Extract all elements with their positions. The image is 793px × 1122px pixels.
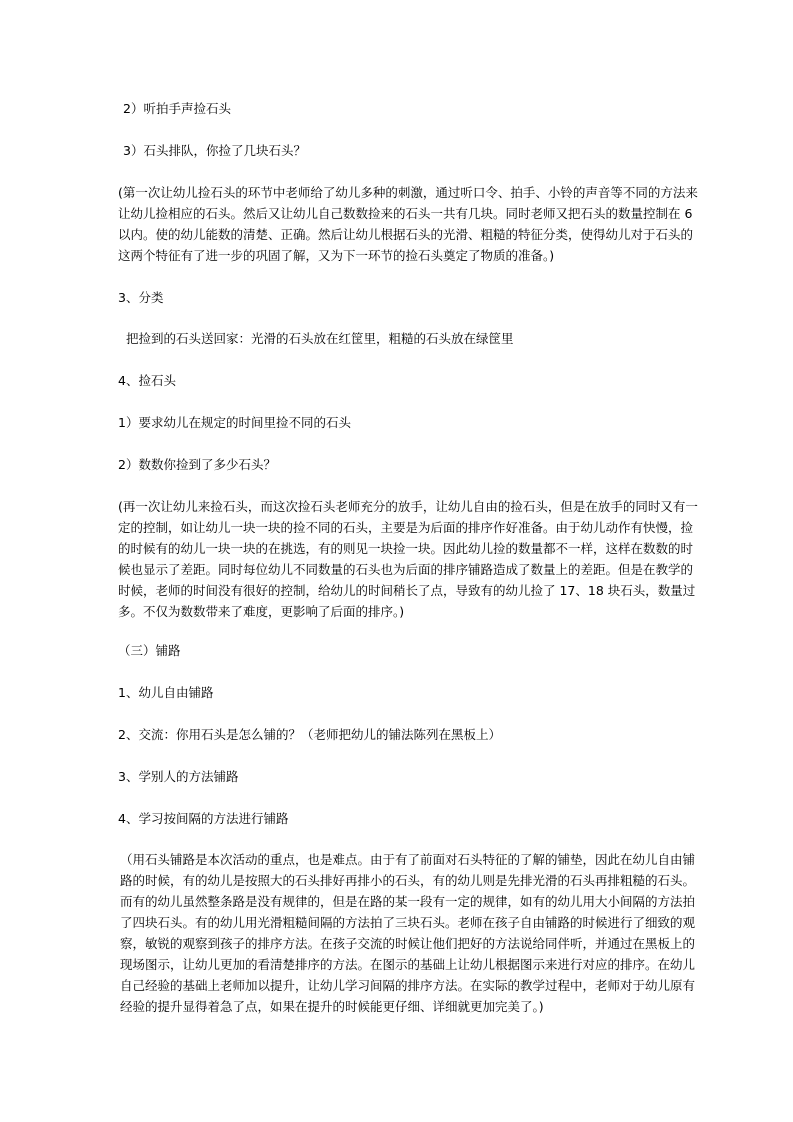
note-line: 察，敏锐的观察到孩子的排序方法。在孩子交流的时候让他们把好的方法说给同伴听，并通过在黑板上的 xyxy=(120,936,696,951)
section-heading-classify: 3、分类 xyxy=(118,290,164,305)
note-line: 候也显示了差距。同时每位幼儿不同数量的石头也为后面的排序铺路造成了数量上的差距。但是在教学的 xyxy=(118,562,694,577)
section-heading-pick-stones: 4、捡石头 xyxy=(118,373,176,388)
list-item-stones-queue: 3）石头排队，你捡了几块石头？ xyxy=(123,143,306,158)
note-line: 现场图示，让幼儿更加的看清楚排序的方法。在图示的基础上让幼儿根据图示来进行对应的排序。在幼儿 xyxy=(120,957,696,972)
note-line: 了四块石头。有的幼儿用光滑粗糙间隔的方法拍了三块石头。老师在孩子自由铺路的时候进行了细致的观 xyxy=(120,915,696,930)
list-item-exchange: 2、交流：你用石头是怎么铺的？（老师把幼儿的铺法陈列在黑板上） xyxy=(118,727,501,742)
note-line: 以内。使的幼儿能数的清楚、正确。然后让幼儿根据石头的光滑、粗糙的特征分类，使得幼儿对于石头的 xyxy=(118,227,694,242)
list-item-learn-others: 3、学别人的方法铺路 xyxy=(118,769,239,784)
list-item-interval-paving: 4、学习按间隔的方法进行铺路 xyxy=(118,811,289,826)
classify-instruction: 把捡到的石头送回家：光滑的石头放在红筐里，粗糙的石头放在绿筐里 xyxy=(126,331,514,346)
list-item-listen-clap: 2）听拍手声捡石头 xyxy=(123,101,231,116)
note-line: 的时候有的幼儿一块一块的在挑选，有的则见一块捡一块。因此幼儿捡的数量都不一样，这样在数数的时 xyxy=(118,541,694,556)
note-line: 这两个特征有了进一步的巩固了解，又为下一环节的捡石头奠定了物质的准备。) xyxy=(118,248,555,263)
teaching-note-1 xyxy=(118,182,698,266)
note-line: (第一次让幼儿捡石头的环节中老师给了幼儿多种的刺激，通过听口令、拍手、小铃的声音等不同的方法来 xyxy=(118,185,698,200)
note-line: 让幼儿捡相应的石头。然后又让幼儿自己数数捡来的石头一共有几块。同时老师又把石头的数量控制在 6 xyxy=(118,206,693,221)
note-line: 时候，老师的时间没有很好的控制，给幼儿的时间稍长了点，导致有的幼儿捡了 17、18 块石头，数量过 xyxy=(118,583,696,598)
note-line: 多。不仅为数数带来了难度，更影响了后面的排序。) xyxy=(118,604,405,619)
note-line: 经验的提升显得着急了点，如果在提升的时候能更仔细、详细就更加完美了。) xyxy=(120,999,544,1014)
note-line: 路的时候，有的幼儿是按照大的石头排好再排小的石头，有的幼儿则是先排光滑的石头再排粗糙的石头。 xyxy=(120,873,696,888)
section-heading-paving: （三）铺路 xyxy=(118,643,181,658)
list-item-time-limit: 1）要求幼儿在规定的时间里捡不同的石头 xyxy=(118,415,351,430)
note-line: （用石头铺路是本次活动的重点，也是难点。由于有了前面对石头特征的了解的铺垫，因此在幼儿自由铺 xyxy=(120,852,696,867)
note-line: 自己经验的基础上老师加以提升，让幼儿学习间隔的排序方法。在实际的教学过程中，老师对于幼儿原有 xyxy=(120,978,696,993)
teaching-note-2 xyxy=(118,496,698,622)
list-item-free-paving: 1、幼儿自由铺路 xyxy=(118,685,214,700)
teaching-note-3 xyxy=(120,849,696,1017)
note-line: 而有的幼儿虽然整条路是没有规律的，但是在路的某一段有一定的规律，如有的幼儿用大小间隔的方法拍 xyxy=(120,894,696,909)
note-line: (再一次让幼儿来捡石头，而这次捡石头老师充分的放手，让幼儿自由的捡石头，但是在放手的同时又有一 xyxy=(118,499,698,514)
list-item-count-stones: 2）数数你捡到了多少石头？ xyxy=(118,457,276,472)
note-line: 定的控制，如让幼儿一块一块的捡不同的石头，主要是为后面的排序作好准备。由于幼儿动作有快慢，捡 xyxy=(118,520,694,535)
